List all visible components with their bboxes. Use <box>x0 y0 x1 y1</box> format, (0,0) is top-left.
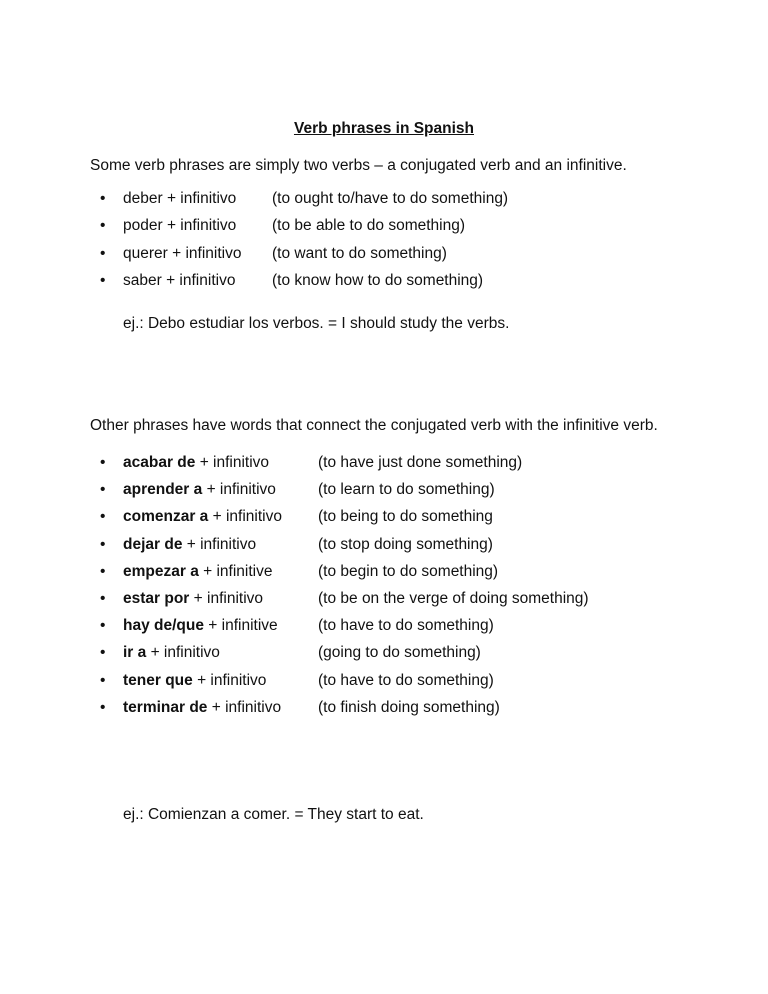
bullet-icon: • <box>100 535 106 553</box>
term-keyword: terminar de <box>123 698 208 716</box>
term-text: querer + infinitivo <box>123 244 242 262</box>
list-item-term <box>123 190 236 208</box>
list-item-meaning: (to begin to do something) <box>318 562 499 580</box>
bullet-icon: • <box>100 698 106 716</box>
term-text: + infinitivo <box>195 454 270 471</box>
list-item-meaning: (to have to do something) <box>318 671 494 689</box>
section2-intro: Other phrases have words that connect the conjugated verb with the infinitive verb. <box>90 417 658 434</box>
list-item-meaning: (to learn to do something) <box>318 481 495 499</box>
bullet-icon: • <box>100 562 106 580</box>
list-item-meaning: (to want to do something) <box>272 244 447 262</box>
list-item-meaning: (to ought to/have to do something) <box>272 190 509 207</box>
list-item-meaning: (to know how to do something) <box>272 271 484 289</box>
term-keyword: tener que <box>123 671 193 689</box>
term-text: poder + infinitivo <box>123 217 237 235</box>
term-text: + infinitivo <box>208 508 282 526</box>
term-keyword: comenzar a <box>123 508 209 526</box>
term-keyword: empezar a <box>123 562 199 580</box>
list-item-term <box>123 245 241 263</box>
list-item-term <box>123 217 236 235</box>
list-item-term <box>123 454 269 472</box>
term-keyword: ir a <box>123 644 147 662</box>
list-item-meaning: (going to do something) <box>318 644 481 662</box>
term-text: + infinitive <box>198 562 273 580</box>
list-item-meaning: (to have to do something) <box>318 617 494 635</box>
list-item-meaning: (to being to do something <box>318 508 493 526</box>
term-keyword: hay de/que <box>123 617 204 635</box>
bullet-icon: • <box>100 454 106 471</box>
term-text: + infinitivo <box>146 644 220 662</box>
list-item-term <box>123 272 235 290</box>
term-text: + infinitivo <box>202 481 276 499</box>
section1-intro: Some verb phrases are simply two verbs – a conjugated verb and an infinitive. <box>90 157 627 174</box>
term-text: + infinitive <box>203 617 278 635</box>
list-item-meaning: (to be able to do something) <box>272 217 466 235</box>
list-item-term <box>123 644 220 662</box>
bullet-icon: • <box>100 244 106 262</box>
bullet-icon: • <box>100 617 106 635</box>
list-item-term <box>123 699 281 717</box>
list-item-term <box>123 508 282 526</box>
bullet-icon: • <box>100 644 106 662</box>
list-item-term <box>123 672 266 690</box>
term-keyword: estar por <box>123 590 190 607</box>
term-text: saber + infinitivo <box>123 271 236 289</box>
term-keyword: acabar de <box>123 454 196 471</box>
list-item-meaning: (to stop doing something) <box>318 535 493 553</box>
list-item-meaning: (to have just done something) <box>318 454 523 471</box>
list-item-term <box>123 590 263 608</box>
term-text: + infinitivo <box>182 535 257 553</box>
bullet-icon: • <box>100 271 106 289</box>
bullet-icon: • <box>100 481 106 499</box>
bullet-icon: • <box>100 217 106 235</box>
term-keyword: aprender a <box>123 481 203 499</box>
bullet-icon: • <box>100 508 106 526</box>
list-item-meaning: (to finish doing something) <box>318 698 500 716</box>
list-item-term <box>123 563 273 581</box>
term-text: deber + infinitivo <box>123 190 237 207</box>
list-item-meaning: (to be on the verge of doing something) <box>318 590 589 607</box>
section2-example: ej.: Comienzan a comer. = They start to eat. <box>123 806 424 823</box>
term-text: + infinitivo <box>207 698 282 716</box>
term-text: + infinitivo <box>189 590 264 607</box>
list-item-term <box>123 617 278 635</box>
bullet-icon: • <box>100 671 106 689</box>
term-keyword: dejar de <box>123 535 183 553</box>
bullet-icon: • <box>100 590 106 607</box>
list-item-term <box>123 481 276 499</box>
list-item-term <box>123 536 256 554</box>
term-text: + infinitivo <box>192 671 267 689</box>
section1-example: ej.: Debo estudiar los verbos. = I should study the verbs. <box>123 315 510 332</box>
bullet-icon: • <box>100 190 106 207</box>
page-title: Verb phrases in Spanish <box>293 120 475 137</box>
